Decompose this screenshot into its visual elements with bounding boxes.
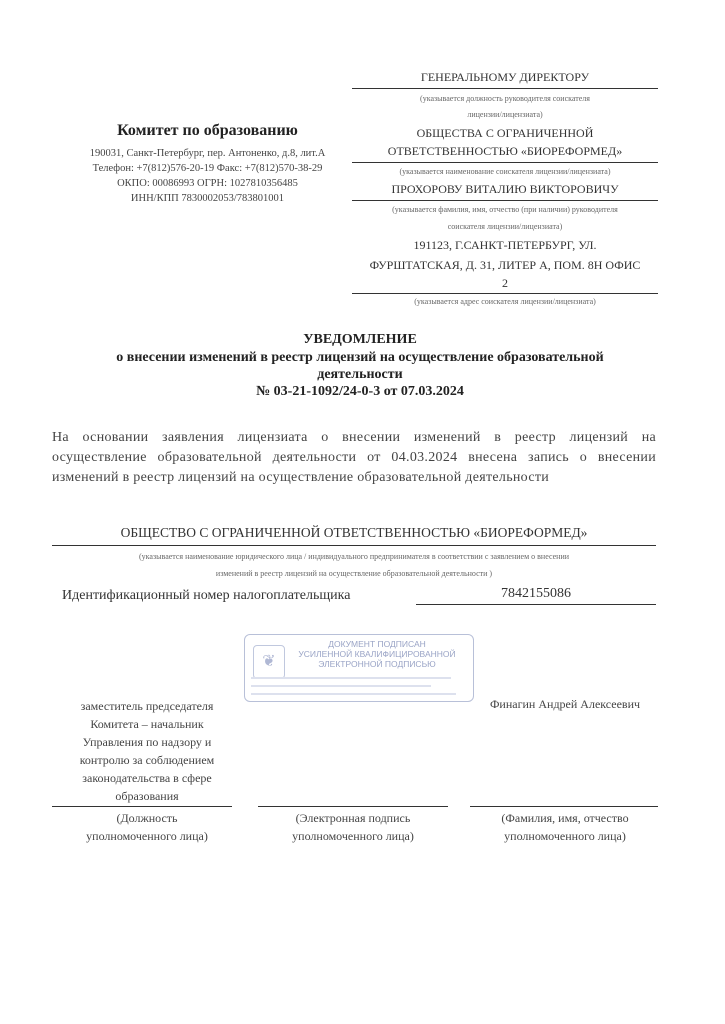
stamp-line-1: ДОКУМЕНТ ПОДПИСАН: [328, 639, 426, 649]
signer-position-line: законодательства в сфере: [82, 771, 212, 785]
stamp-line-2: УСИЛЕННОЙ КВАЛИФИЦИРОВАННОЙ: [298, 649, 456, 659]
divider: [52, 806, 232, 807]
sender-block: [40, 122, 375, 206]
caption-position: [52, 809, 242, 845]
signer-position-line: контролю за соблюдением: [79, 753, 215, 767]
e-signature-stamp: [244, 634, 474, 702]
addressee-person-caption: (указывается фамилия, имя, отчество (при наличии) руководителя: [392, 205, 618, 214]
divider: [352, 200, 658, 201]
signer-position: [52, 697, 242, 805]
inn-label: Идентификационный номер налогоплательщика: [62, 588, 351, 603]
sender-inn: ИНН/КПП 7830002053/783801001: [130, 193, 285, 204]
addressee-org-line-2: ОТВЕТСТВЕННОСТЬЮ «БИОРЕФОРМЕД»: [387, 144, 623, 158]
addressee-person: ПРОХОРОВУ ВИТАЛИЮ ВИКТОРОВИЧУ: [391, 182, 619, 196]
document-number: № 03-21-1092/24-0-3 от 07.03.2024: [256, 384, 464, 399]
divider: [470, 806, 658, 807]
addressee-org-line-1: ОБЩЕСТВА С ОГРАНИЧЕННОЙ: [416, 126, 594, 140]
addressee-org-caption: (указывается наименование соискателя лицензии/лицензиата): [399, 167, 611, 176]
caption-signature-line: (Электронная подпись: [295, 811, 411, 825]
coat-of-arms-icon: ❦: [253, 645, 285, 679]
signer-name: Финагин Андрей Алексеевич: [489, 697, 641, 711]
divider: [52, 545, 656, 546]
divider: [258, 806, 448, 807]
organization-caption-line-1: (указывается наименование юридического лица / индивидуального предпринимателя в соответствии с заявлением о внесении: [139, 552, 569, 561]
addressee-position-caption: (указывается должность руководителя соискателя: [420, 94, 590, 103]
caption-position-line: уполномоченного лица): [86, 829, 208, 843]
addressee-position: ГЕНЕРАЛЬНОМУ ДИРЕКТОРУ: [420, 70, 590, 84]
caption-name-line: уполномоченного лица): [504, 829, 626, 843]
divider: [352, 162, 658, 163]
sender-name: Комитет по образованию: [117, 122, 298, 139]
signer-position-line: образования: [115, 789, 179, 803]
body-paragraph: На основании заявления лицензиата о внесении изменений в реестр лицензий на осуществление образовательной деятельности от 04.03.2024 внесена запись о внесении изменений в реестр лицензий на осуществление образовательной деятельности: [52, 430, 656, 485]
stamp-line-3: ЭЛЕКТРОННОЙ ПОДПИСЬЮ: [318, 659, 436, 669]
caption-signature: [258, 809, 448, 845]
signer-position-line: Управления по надзору и: [82, 735, 212, 749]
organization-caption: [52, 548, 656, 582]
divider: [352, 293, 658, 294]
sender-okpo: ОКПО: 00086993 ОГРН: 1027810356485: [117, 178, 298, 189]
addressee-address-line-1: 191123, Г.САНКТ-ПЕТЕРБУРГ, УЛ.: [413, 238, 597, 252]
organization-name: ОБЩЕСТВО С ОГРАНИЧЕННОЙ ОТВЕТСТВЕННОСТЬЮ «БИОРЕФОРМЕД»: [120, 525, 588, 540]
divider: [416, 604, 656, 605]
signer-position-line: заместитель председателя: [80, 699, 214, 713]
caption-name: [470, 809, 660, 845]
document-subtitle-line-2: деятельности: [317, 367, 403, 382]
stamp-text: [285, 639, 469, 669]
addressee-position-caption-2: лицензии/лицензиата): [467, 110, 543, 119]
addressee-person-caption-2: соискателя лицензии/лицензиата): [447, 222, 563, 231]
addressee-address-line-2: ФУРШТАТСКАЯ, Д. 31, ЛИТЕР А, ПОМ. 8Н ОФИС: [369, 258, 641, 272]
organization-caption-line-2: изменений в реестр лицензий на осуществление образовательной деятельности ): [215, 569, 493, 578]
caption-name-line: (Фамилия, имя, отчество: [501, 811, 629, 825]
signer-position-line: Комитета – начальник: [90, 717, 204, 731]
document-type: УВЕДОМЛЕНИЕ: [303, 332, 417, 347]
sender-phone: Телефон: +7(812)576-20-19 Факс: +7(812)570-38-29: [92, 163, 323, 174]
document-title: [60, 330, 660, 401]
stamp-faint-line: [251, 677, 451, 679]
addressee-address-caption: (указывается адрес соискателя лицензии/лицензиата): [414, 297, 596, 306]
stamp-faint-line: [251, 685, 431, 687]
caption-signature-line: уполномоченного лица): [292, 829, 414, 843]
addressee-address-line-3: 2: [502, 276, 508, 290]
sender-address: 190031, Санкт-Петербург, пер. Антоненко, д.8, лит.А: [89, 148, 326, 159]
document-subtitle-line-1: о внесении изменений в реестр лицензий на осуществление образовательной: [116, 350, 604, 365]
divider: [352, 88, 658, 89]
inn-value: 7842155086: [501, 586, 571, 601]
stamp-faint-line: [251, 693, 456, 695]
caption-position-line: (Должность: [116, 811, 178, 825]
document-subtitle: [60, 349, 660, 383]
